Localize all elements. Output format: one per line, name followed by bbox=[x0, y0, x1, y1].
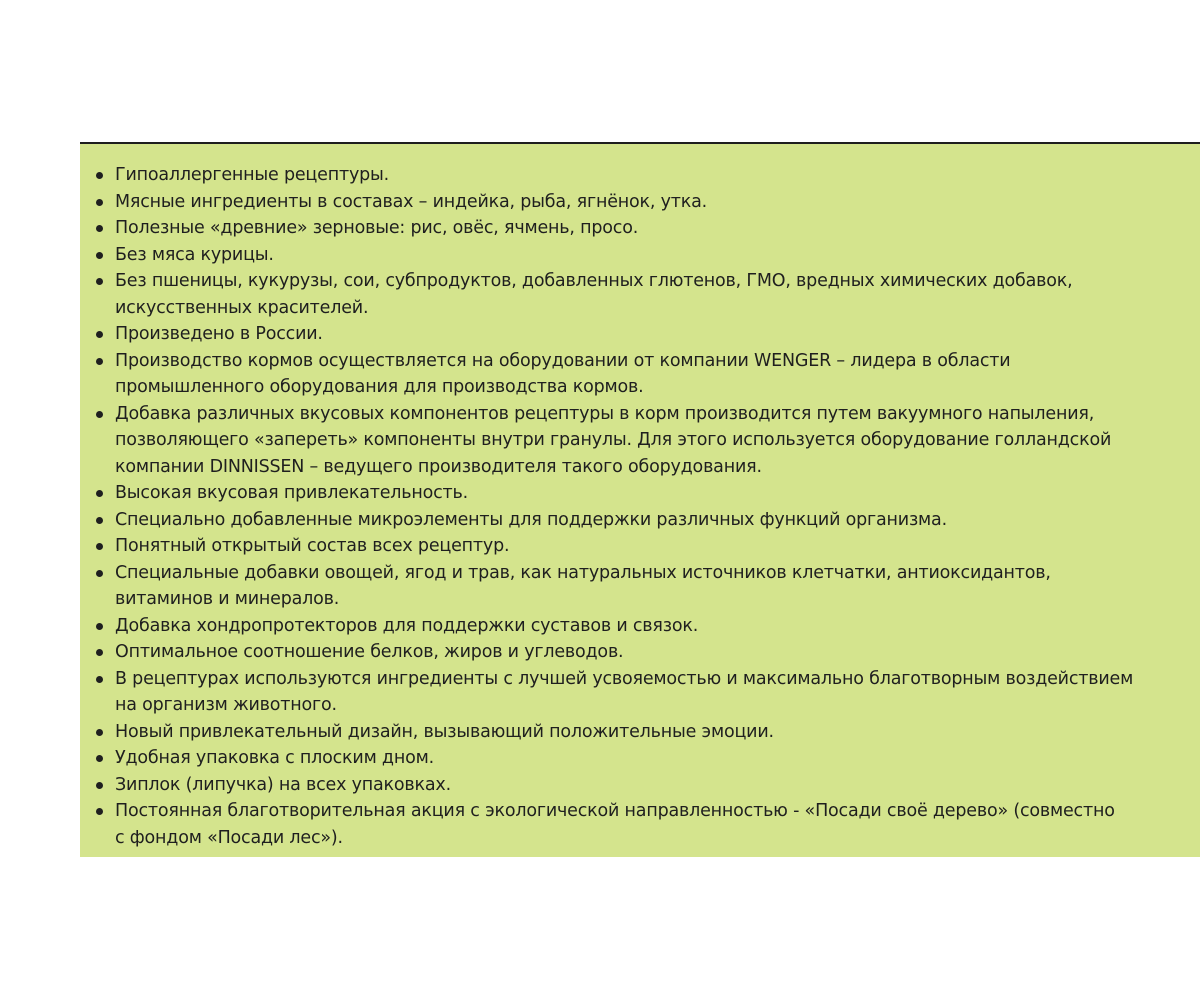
list-item-text: Специальные добавки овощей, ягод и трав, как натуральных источников клетчатки, антиоксидантов, витаминов и минералов. bbox=[115, 562, 1051, 609]
list-item-text: Удобная упаковка с плоским дном. bbox=[115, 748, 434, 768]
list-item bbox=[115, 480, 1190, 507]
bullet-icon bbox=[96, 252, 103, 259]
list-item bbox=[115, 533, 1190, 560]
list-item-text: Высокая вкусовая привлекательность. bbox=[115, 483, 469, 503]
list-item-text: Оптимальное соотношение белков, жиров и углеводов. bbox=[115, 642, 624, 662]
list-item bbox=[115, 798, 1190, 851]
bullet-icon bbox=[96, 782, 103, 789]
list-item bbox=[115, 772, 1190, 799]
list-item bbox=[115, 560, 1190, 613]
bullet-icon bbox=[96, 808, 103, 815]
list-item-text: Новый привлекательный дизайн, вызывающий положительные эмоции. bbox=[115, 721, 774, 742]
bullet-icon bbox=[96, 411, 103, 418]
list-item bbox=[115, 268, 1190, 321]
list-item-text: Зиплок (липучка) на всех упаковках. bbox=[115, 774, 451, 795]
list-item bbox=[115, 666, 1190, 719]
bullet-icon bbox=[96, 358, 103, 365]
bullet-icon bbox=[96, 755, 103, 762]
list-item bbox=[115, 745, 1190, 772]
list-item-text: Произведено в России. bbox=[115, 324, 323, 344]
bullet-icon bbox=[96, 570, 103, 577]
list-item-text: Постоянная благотворительная акция с экологической направленностью - «Посади своё дерево» (совместно с фондом «Посади лес»). bbox=[115, 801, 1115, 848]
list-item-text: Мясные ингредиенты в составах – индейка, рыба, ягнёнок, утка. bbox=[115, 191, 708, 212]
bullet-icon bbox=[96, 729, 103, 736]
list-item-text: Производство кормов осуществляется на оборудовании от компании WENGER – лидера в области промышленного оборудования для производства кормов. bbox=[115, 350, 1011, 397]
list-item-text: В рецептурах используются ингредиенты с лучшей усвояемостью и максимально благотворным воздействием на организм животного. bbox=[115, 668, 1134, 715]
list-item bbox=[115, 719, 1190, 746]
list-item bbox=[115, 507, 1190, 534]
bullet-icon bbox=[96, 225, 103, 232]
features-panel bbox=[80, 142, 1200, 857]
list-item bbox=[115, 162, 1190, 189]
bullet-icon bbox=[96, 172, 103, 179]
list-item-text: Добавка хондропротекторов для поддержки суставов и связок. bbox=[115, 615, 699, 636]
bullet-icon bbox=[96, 649, 103, 656]
bullet-icon bbox=[96, 543, 103, 550]
bullet-icon bbox=[96, 331, 103, 338]
bullet-icon bbox=[96, 490, 103, 497]
list-item-text: Понятный открытый состав всех рецептур. bbox=[115, 536, 510, 556]
list-item bbox=[115, 215, 1190, 242]
list-item-text: Без мяса курицы. bbox=[115, 244, 274, 265]
list-item-text: Полезные «древние» зерновые: рис, овёс, ячмень, просо. bbox=[115, 218, 639, 238]
bullet-icon bbox=[96, 517, 103, 524]
list-item bbox=[115, 613, 1190, 640]
list-item bbox=[115, 321, 1190, 348]
list-item-text: Гипоаллергенные рецептуры. bbox=[115, 165, 389, 185]
bullet-icon bbox=[96, 278, 103, 285]
features-list bbox=[80, 144, 1200, 851]
bullet-icon bbox=[96, 623, 103, 630]
list-item-text: Без пшеницы, кукурузы, сои, субпродуктов, добавленных глютенов, ГМО, вредных химических добавок, искусственных красителей. bbox=[115, 271, 1073, 318]
list-item bbox=[115, 348, 1190, 401]
list-item bbox=[115, 401, 1190, 481]
list-item-text: Специально добавленные микроэлементы для поддержки различных функций организма. bbox=[115, 509, 947, 530]
bullet-icon bbox=[96, 199, 103, 206]
list-item-text: Добавка различных вкусовых компонентов рецептуры в корм производится путем вакуумного напыления, позволяющего «запереть» компоненты внутри гранулы. Для этого используется оборудование голландской компании DINNISSEN – ведущего производителя такого оборудования. bbox=[115, 403, 1112, 477]
bullet-icon bbox=[96, 676, 103, 683]
list-item bbox=[115, 639, 1190, 666]
list-item bbox=[115, 242, 1190, 269]
list-item bbox=[115, 189, 1190, 216]
